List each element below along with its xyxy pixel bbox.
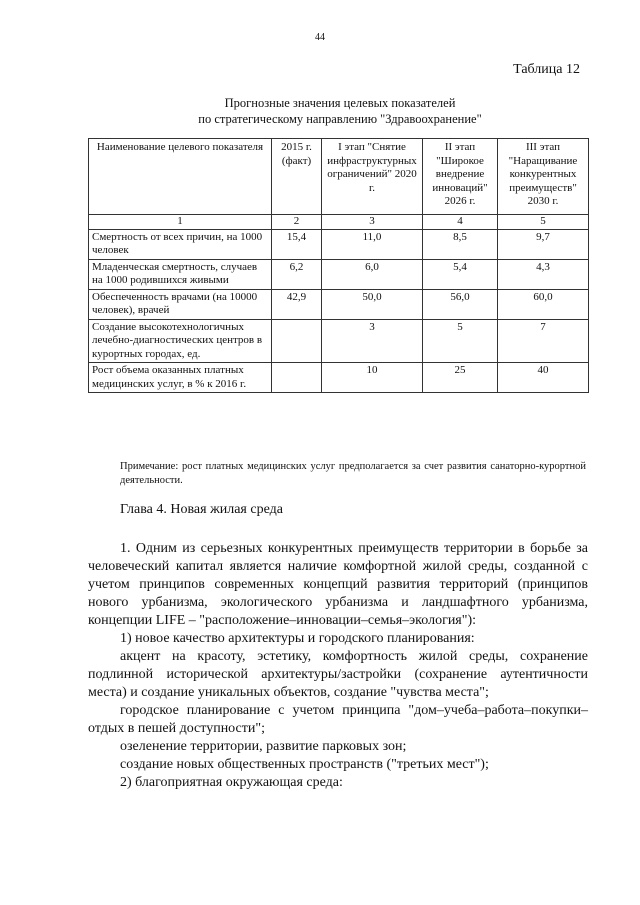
header-stage-1: I этап "Снятие инфраструктурных ограничений" 2020 г. — [322, 139, 423, 215]
value-2026: 8,5 — [423, 229, 498, 259]
value-2030: 40 — [498, 363, 589, 393]
column-number: 3 — [322, 215, 423, 230]
value-2015: 6,2 — [272, 259, 322, 289]
page-number: 44 — [315, 32, 325, 43]
paragraph: озеленение территории, развитие парковых зон; — [120, 739, 407, 754]
table-title-line-1: Прогнозные значения целевых показателей — [224, 96, 456, 110]
table-note: Примечание: рост платных медицинских услуг предполагается за счет развития санаторно-курортной деятельности. — [120, 461, 586, 486]
body-text — [88, 540, 588, 792]
value-2030: 9,7 — [498, 229, 589, 259]
table-row — [89, 289, 589, 319]
value-2015 — [272, 363, 322, 393]
column-number: 1 — [89, 215, 272, 230]
paragraph: 1. Одним из серьезных конкурентных преимуществ территории в борьбе за человеческий капитал является наличие комфортной жилой среды, созданной с учетом принципов современных концепций развития территорий (принципов нового урбанизма, экологического урбанизма и ландшафтного урбанизма, концепции LIFE – "расположение–инновации–семья–экология"): — [88, 541, 588, 628]
value-2026: 5 — [423, 319, 498, 363]
table-title-line-2: по стратегическому направлению "Здравоохранение" — [198, 112, 482, 126]
table-label: Таблица 12 — [513, 62, 580, 77]
table-title — [120, 95, 560, 127]
value-2020: 6,0 — [322, 259, 423, 289]
paragraph: 1) новое качество архитектуры и городского планирования: — [120, 631, 475, 646]
indicator-name: Младенческая смертность, случаев на 1000 родившихся живыми — [89, 259, 272, 289]
table-row — [89, 259, 589, 289]
value-2015 — [272, 319, 322, 363]
indicator-name: Обеспеченность врачами (на 10000 человек), врачей — [89, 289, 272, 319]
column-number: 4 — [423, 215, 498, 230]
indicators-table — [88, 138, 589, 393]
value-2015: 42,9 — [272, 289, 322, 319]
value-2026: 5,4 — [423, 259, 498, 289]
table-header-row — [89, 139, 589, 215]
value-2020: 11,0 — [322, 229, 423, 259]
table-row — [89, 363, 589, 393]
value-2030: 7 — [498, 319, 589, 363]
value-2020: 3 — [322, 319, 423, 363]
table-row — [89, 229, 589, 259]
header-stage-3: III этап "Наращивание конкурентных преимуществ" 2030 г. — [498, 139, 589, 215]
column-number: 2 — [272, 215, 322, 230]
indicator-name: Смертность от всех причин, на 1000 человек — [89, 229, 272, 259]
indicator-name: Создание высокотехнологичных лечебно-диагностических центров в курортных городах, ед. — [89, 319, 272, 363]
paragraph: акцент на красоту, эстетику, комфортность жилой среды, сохранение подлинной исторической архитектуры/застройки (сохранение аутентичности места) и создание уникальных объектов, создание "чувства места"; — [88, 649, 588, 700]
paragraph: создание новых общественных пространств ("третьих мест"); — [120, 757, 489, 772]
value-2026: 56,0 — [423, 289, 498, 319]
value-2026: 25 — [423, 363, 498, 393]
value-2030: 4,3 — [498, 259, 589, 289]
value-2015: 15,4 — [272, 229, 322, 259]
column-number: 5 — [498, 215, 589, 230]
header-2015: 2015 г. (факт) — [272, 139, 322, 215]
value-2020: 50,0 — [322, 289, 423, 319]
chapter-title: Глава 4. Новая жилая среда — [120, 502, 283, 517]
value-2020: 10 — [322, 363, 423, 393]
header-indicator-name: Наименование целевого показателя — [89, 139, 272, 215]
header-stage-2: II этап "Широкое внедрение инноваций" 2026 г. — [423, 139, 498, 215]
value-2030: 60,0 — [498, 289, 589, 319]
indicator-name: Рост объема оказанных платных медицинских услуг, в % к 2016 г. — [89, 363, 272, 393]
table-row — [89, 319, 589, 363]
column-number-row — [89, 215, 589, 230]
paragraph: городское планирование с учетом принципа "дом–учеба–работа–покупки–отдых в пешей доступности"; — [88, 703, 588, 736]
paragraph: 2) благоприятная окружающая среда: — [120, 775, 343, 790]
